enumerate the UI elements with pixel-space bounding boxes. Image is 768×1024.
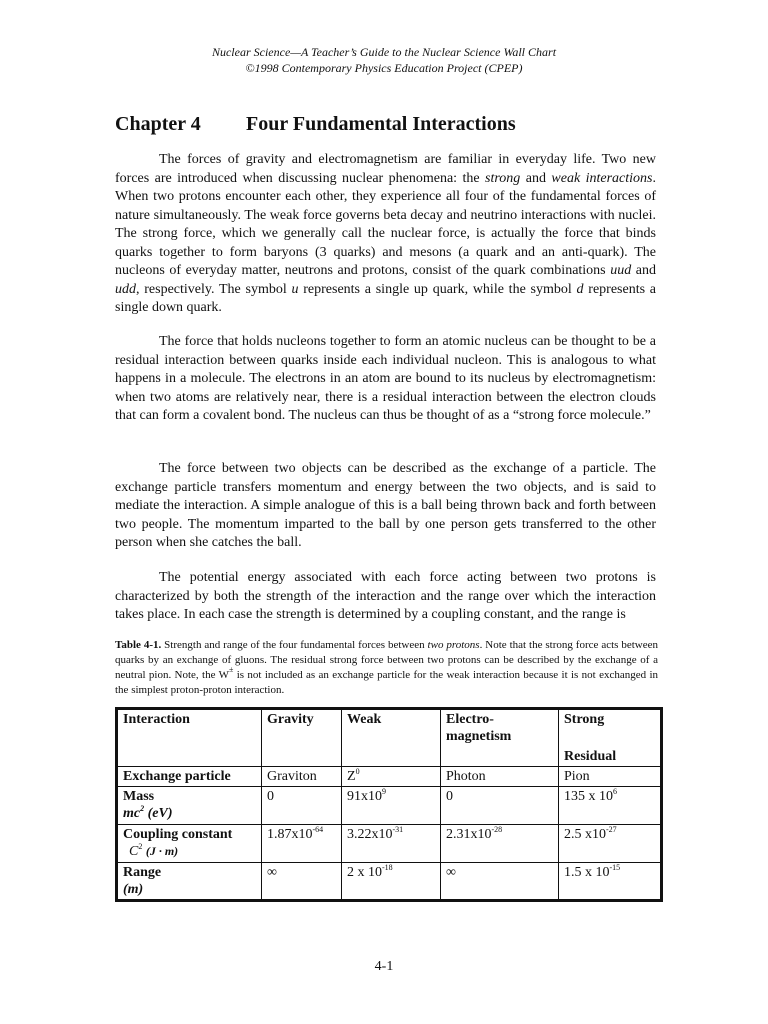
cell-base: 2.5 x10 [564, 827, 606, 842]
running-header [0, 44, 768, 76]
row-label-coupling [117, 825, 262, 863]
p1-uud: uud [610, 263, 632, 278]
cell-range-strong [559, 863, 662, 901]
cell-sup: -28 [491, 825, 503, 834]
mass-unit-rest: (eV) [147, 806, 173, 821]
cell-base: 2 x 10 [347, 865, 382, 880]
paragraph-1 [115, 151, 656, 318]
mass-label: Mass [123, 789, 155, 804]
caption-italic: two protons [427, 639, 480, 651]
p1-text-a: The forces of gravity and electromagnetism are familiar in everyday life. Two new forces are introduced when discussing nuclear phenomena: the [115, 152, 656, 186]
mass-unit [123, 805, 256, 822]
cell-base: 1.87x10 [267, 827, 313, 842]
cell-sup: -18 [382, 863, 393, 872]
subheader-empty [441, 747, 559, 767]
header-residual: Residual [559, 747, 662, 767]
cell-coupling-strong [559, 825, 662, 863]
table-row-exchange [117, 767, 662, 787]
range-label: Range [123, 865, 162, 880]
header-gravity: Gravity [262, 709, 342, 747]
cell-base: 91x10 [347, 789, 382, 804]
p1-text-d: represents a single up quark, while the symbol [298, 281, 577, 297]
subheader-empty [117, 747, 262, 767]
cell-base: 1.5 x 10 [564, 865, 610, 880]
cell-sup: 0 [355, 767, 360, 776]
p1-strong: strong [485, 170, 521, 186]
caption-pm: ± [229, 665, 234, 674]
cell-base: 2.31x10 [446, 827, 492, 842]
table-header-row [117, 709, 662, 747]
p1-weak-interactions: weak interactions [551, 170, 653, 186]
header-line-2: ©1998 Contemporary Physics Education Project (CPEP) [245, 61, 523, 75]
mass-unit-base: mc [123, 806, 141, 821]
p1-text-c: , respectively. The symbol [136, 281, 292, 297]
cell-range-weak [342, 863, 441, 901]
caption-text-c: is not included as an exchange particle for the weak interaction because it is not exchanged in the simplest proton-proton interaction. [115, 669, 659, 696]
p1-udd: udd [115, 281, 136, 297]
row-label-range [117, 863, 262, 901]
p1-and-2: and [631, 263, 656, 278]
cell-coupling-em [441, 825, 559, 863]
coupling-label: Coupling constant [123, 827, 233, 842]
coupling-unit-base: C [129, 844, 139, 859]
cell-exchange-em: Photon [441, 767, 559, 787]
cell-range-gravity: ∞ [262, 863, 342, 901]
cell-sup: -27 [606, 825, 617, 834]
cell-mass-em: 0 [441, 787, 559, 825]
chapter-title: Four Fundamental Interactions [246, 113, 516, 135]
coupling-unit-rest: (J · m) [145, 844, 179, 858]
coupling-unit [123, 843, 256, 860]
cell-mass-gravity: 0 [262, 787, 342, 825]
range-unit: (m) [123, 882, 144, 897]
caption-label: Table 4-1. [115, 639, 162, 651]
forces-table [115, 707, 663, 902]
table-row-range [117, 863, 662, 901]
chapter-heading [115, 111, 675, 137]
cell-sup: 6 [613, 787, 617, 796]
p1-and: and [520, 170, 552, 186]
caption-text-b: . Note that the strong force acts between quarks by an exchange of gluons. The residual strong force between two protons can be described by the exchange of a neutral pion. Note, the W [115, 639, 659, 681]
paragraph-3: The force between two objects can be described as the exchange of a particle. The exchange particle transfers momentum and energy between the two objects, and is said to mediate the interaction. A simple analogue of this is a ball being thrown back and forth between two people. The momentum imparted to the ball by one person gets transferred to the other person when she catches the ball. [115, 461, 656, 550]
header-weak: Weak [342, 709, 441, 747]
cell-mass-strong [559, 787, 662, 825]
chapter-number: Chapter 4 [115, 113, 201, 135]
cell-coupling-weak [342, 825, 441, 863]
cell-exchange-strong: Pion [559, 767, 662, 787]
table-row-coupling [117, 825, 662, 863]
cell-sup: -15 [609, 863, 621, 872]
table-row-mass [117, 787, 662, 825]
paragraph-4: The potential energy associated with each force acting between two protons is characterized by both the strength of the interaction and the range over which the interaction takes place. In each case the strength is determined by a coupling constant, and the range is [115, 570, 656, 622]
header-strong: Strong [559, 709, 662, 747]
cell-sup: -31 [392, 825, 404, 834]
mass-unit-sup: 2 [140, 804, 145, 813]
p1-text-b: . When two protons encounter each other, they experience all four of the fundamental forces of nature simultaneously. The weak force governs beta decay and neutrino interactions with nuclei. The strong force, which we generally call the nuclear force, is actually the force that binds quarks together to form baryons (3 quarks) and mesons (a quark and an anti-quark). The nucleons of everyday matter, neutrons and protons, consist of the quark combinations [115, 170, 656, 278]
cell-base: 3.22x10 [347, 827, 393, 842]
p1-d: d [576, 281, 584, 297]
subheader-empty [342, 747, 441, 767]
cell-sup: 9 [382, 787, 386, 796]
cell-coupling-gravity [262, 825, 342, 863]
row-label-mass [117, 787, 262, 825]
page-number: 4-1 [374, 959, 394, 974]
header-line-1: Nuclear Science—A Teacher’s Guide to the Nuclear Science Wall Chart [211, 45, 557, 59]
p1-text-e: represents a single down quark. [115, 281, 657, 315]
cell-exchange-weak [342, 767, 441, 787]
cell-base: 135 x 10 [564, 789, 613, 804]
subheader-empty [262, 747, 342, 767]
header-interaction: Interaction [117, 709, 262, 747]
p1-u: u [291, 281, 299, 297]
cell-exchange-gravity: Graviton [262, 767, 342, 787]
cell-mass-weak [342, 787, 441, 825]
cell-sup: -64 [312, 825, 324, 834]
table-subheader-row [117, 747, 662, 767]
row-label-exchange: Exchange particle [117, 767, 262, 787]
coupling-unit-sup: 2 [138, 842, 143, 851]
caption-text-a: Strength and range of the four fundamental forces between [161, 639, 428, 651]
paragraph-2: The force that holds nucleons together to form an atomic nucleus can be thought to be a residual interaction between quarks inside each individual nucleon. This is analogous to what happens in a molecule. The electrons in an atom are bound to its nucleus by electromagnetism: when two atoms are relatively near, there is a residual interaction between the electron clouds that can form a covalent bond. The nucleus can thus be thought of as a “strong force molecule.” [115, 334, 656, 423]
header-em: Electro-magnetism [441, 709, 559, 747]
table-caption [115, 638, 658, 698]
cell-range-em: ∞ [441, 863, 559, 901]
cell-base: Z [347, 769, 356, 784]
